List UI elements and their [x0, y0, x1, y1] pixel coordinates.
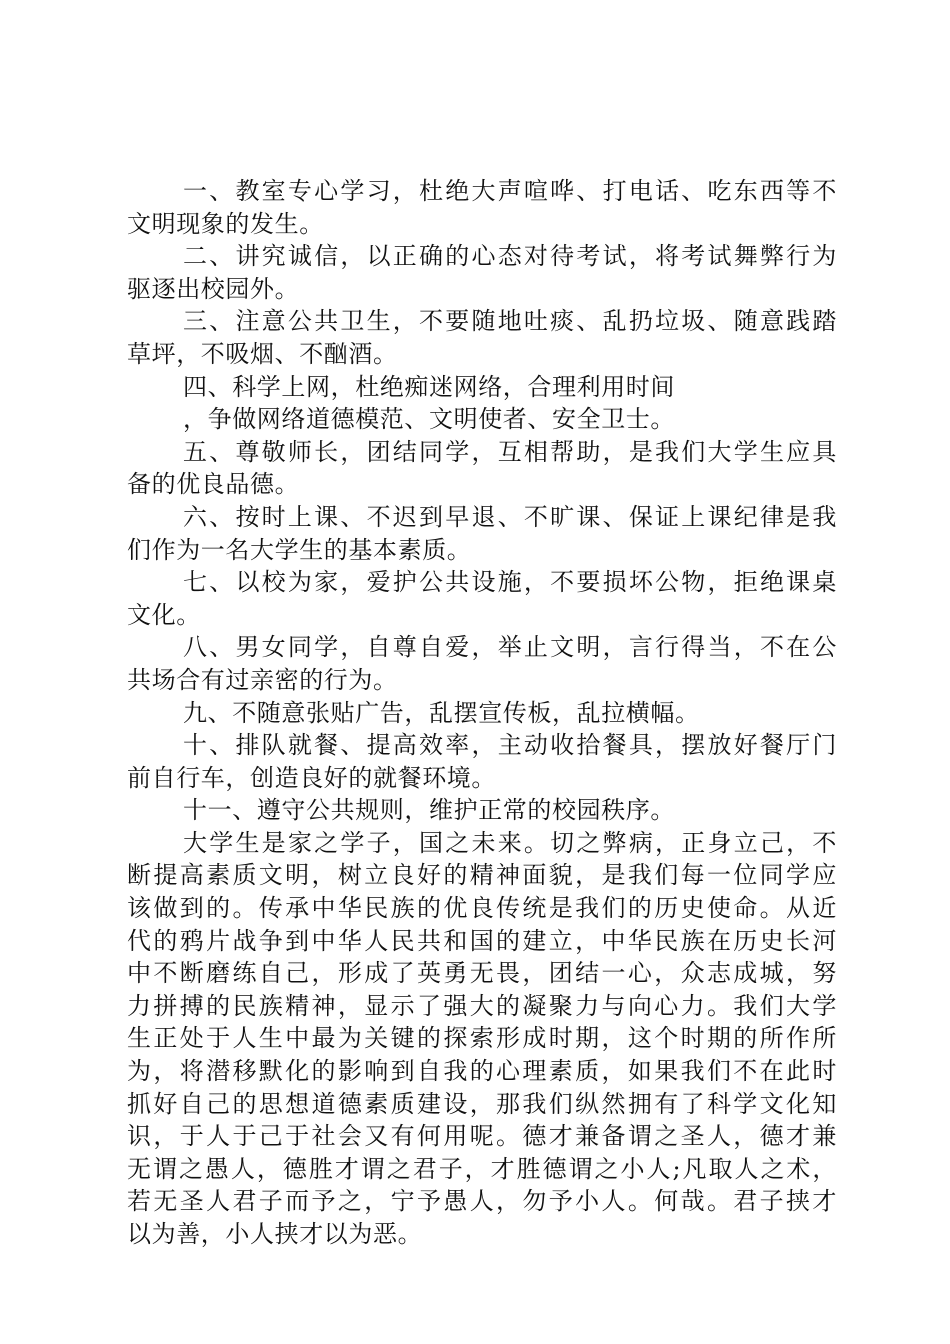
- text-line: 备的优良品德。: [127, 470, 300, 499]
- text-line: 二、讲究诚信，以正确的心态对待考试，将考试舞弊行为: [183, 242, 837, 271]
- text-line: 抓好自己的思想道德素质建设，那我们纵然拥有了科学文化知: [127, 1089, 837, 1118]
- text-line: 代的鸦片战争到中华人民共和国的建立，中华民族在历史长河: [127, 926, 837, 955]
- text-line: 五、尊敬师长，团结同学，互相帮助，是我们大学生应具: [183, 437, 837, 466]
- text-line: 八、男女同学，自尊自爱，举止文明，言行得当，不在公: [183, 633, 837, 662]
- text-line: 若无圣人君子而予之，宁予愚人，勿予小人。何哉。君子挟才: [127, 1187, 837, 1216]
- text-line: 为，将潜移默化的影响到自我的心理素质，如果我们不在此时: [127, 1057, 837, 1086]
- text-line: 驱逐出校园外。: [127, 274, 300, 303]
- text-line: 草坪，不吸烟、不酗酒。: [127, 339, 398, 368]
- text-line: 七、以校为家，爱护公共设施，不要损坏公物，拒绝课桌: [183, 568, 837, 597]
- text-line: 识，于人于己于社会又有何用呢。德才兼备谓之圣人，德才兼: [127, 1122, 837, 1151]
- text-line: 九、不随意张贴广告，乱摆宣传板，乱拉横幅。: [183, 698, 700, 727]
- text-line: 文化。: [127, 600, 201, 629]
- text-line: 断提高素质文明，树立良好的精神面貌，是我们每一位同学应: [127, 861, 837, 890]
- text-line: 六、按时上课、不迟到早退、不旷课、保证上课纪律是我: [183, 502, 837, 531]
- text-line: 中不断磨练自己，形成了英勇无畏，团结一心，众志成城，努: [127, 959, 837, 988]
- text-line: ，争做网络道德模范、文明使者、安全卫士。: [183, 405, 675, 434]
- text-line: 们作为一名大学生的基本素质。: [127, 535, 472, 564]
- text-line: 大学生是家之学子，国之未来。切之弊病，正身立己，不: [183, 828, 837, 857]
- document-body: [127, 175, 837, 1251]
- text-line: 十一、遵守公共规则，维护正常的校园秩序。: [183, 796, 675, 825]
- text-line: 十、排队就餐、提高效率，主动收拾餐具，摆放好餐厅门: [183, 731, 837, 760]
- text-line: 无谓之愚人，德胜才谓之君子，才胜德谓之小人;凡取人之术，: [127, 1154, 837, 1183]
- text-line: 四、科学上网，杜绝痴迷网络，合理利用时间: [183, 372, 675, 401]
- text-line: 生正处于人生中最为关键的探索形成时期，这个时期的所作所: [127, 1024, 837, 1053]
- text-line: 该做到的。传承中华民族的优良传统是我们的历史使命。从近: [127, 894, 837, 923]
- text-line: 三、注意公共卫生，不要随地吐痰、乱扔垃圾、随意践踏: [183, 307, 837, 336]
- text-line: 一、教室专心学习，杜绝大声喧哗、打电话、吃东西等不: [183, 177, 837, 205]
- text-line: 文明现象的发生。: [127, 209, 324, 238]
- text-line: 共场合有过亲密的行为。: [127, 665, 398, 694]
- text-line: 以为善，小人挟才以为恶。: [127, 1220, 423, 1248]
- text-line: 力拼搏的民族精神，显示了强大的凝聚力与向心力。我们大学: [127, 991, 837, 1020]
- text-line: 前自行车，创造良好的就餐环境。: [127, 763, 496, 792]
